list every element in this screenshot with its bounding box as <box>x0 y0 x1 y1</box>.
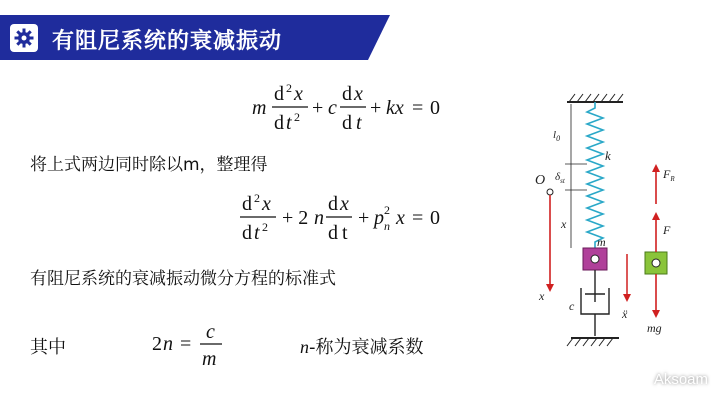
svg-text:2: 2 <box>254 191 260 205</box>
label-delta: δ <box>555 171 561 183</box>
standard-form-text: 有阻尼系统的衰减振动微分方程的标准式 <box>30 269 336 289</box>
svg-text:2: 2 <box>384 203 390 217</box>
svg-text:d: d <box>242 193 252 215</box>
svg-text:l0 <box>553 129 560 143</box>
label-m: m <box>597 235 606 249</box>
label-FR-sub: R <box>670 175 675 183</box>
svg-text:c: c <box>328 97 337 119</box>
label-FR: F <box>663 167 671 181</box>
label-x-axis: x <box>539 289 545 303</box>
svg-text:n: n <box>314 207 324 229</box>
n-var: n <box>300 337 309 357</box>
damped-system-diagram <box>525 88 705 353</box>
equation-2n <box>150 318 240 374</box>
label-l0: l <box>553 129 557 141</box>
instruction-text: 将上式两边同时除以m，整理得 <box>30 155 268 175</box>
svg-text:d: d <box>328 193 338 215</box>
svg-text:x: x <box>262 193 271 215</box>
svg-text:=: = <box>412 97 424 119</box>
svg-text:+: + <box>312 97 324 119</box>
svg-text:2: 2 <box>262 220 268 234</box>
svg-text:+ 2: + 2 <box>282 207 309 229</box>
svg-text:d: d <box>274 112 284 134</box>
svg-text:kx: kx <box>386 97 404 119</box>
label-k: k <box>605 148 611 163</box>
svg-text:x: x <box>396 207 405 229</box>
label-delta-sub: st <box>560 177 565 185</box>
label-x-side: x <box>561 217 567 231</box>
svg-text:=: = <box>180 333 192 355</box>
label-F: F <box>663 223 671 237</box>
title-bar <box>0 15 368 60</box>
svg-text:0: 0 <box>430 97 440 119</box>
svg-text:d: d <box>342 112 352 134</box>
label-l0-sub: 0 <box>556 134 561 143</box>
svg-text:FR <box>662 167 675 183</box>
svg-text:2: 2 <box>286 81 292 95</box>
svg-text:x: x <box>354 83 363 105</box>
n-desc-text: -称为衰减系数 <box>309 337 424 358</box>
svg-text:t: t <box>342 222 348 244</box>
gear-icon <box>10 24 38 52</box>
svg-text:n: n <box>163 333 173 355</box>
svg-text:d: d <box>242 222 252 244</box>
wechat-icon <box>630 369 648 389</box>
svg-text:d: d <box>328 222 338 244</box>
svg-text:n: n <box>384 219 390 233</box>
svg-text:p: p <box>374 207 384 229</box>
label-c: c <box>569 299 575 313</box>
spring <box>587 102 603 248</box>
svg-text:+: + <box>358 207 370 229</box>
svg-text:c: c <box>206 321 215 343</box>
svg-text:m: m <box>252 97 267 119</box>
n-description <box>300 333 424 359</box>
svg-text:t: t <box>254 222 260 244</box>
watermark-text: Aksoam <box>653 370 708 388</box>
watermark <box>630 369 708 389</box>
svg-text:x: x <box>294 83 303 105</box>
title-accent <box>368 15 390 60</box>
svg-text:d: d <box>274 83 284 105</box>
svg-text:2: 2 <box>294 110 300 124</box>
svg-text:t: t <box>356 112 362 134</box>
svg-text:x: x <box>340 193 349 215</box>
label-O: O <box>535 173 546 188</box>
page-title: 有阻尼系统的衰减振动 <box>52 29 283 54</box>
equation-motion <box>250 78 480 140</box>
equation-standard <box>240 188 480 252</box>
svg-text:+: + <box>370 97 382 119</box>
svg-text:=: = <box>412 207 424 229</box>
svg-text:m: m <box>202 348 217 370</box>
label-xddot: ẍ <box>622 307 628 321</box>
svg-text:t: t <box>286 112 292 134</box>
svg-text:0: 0 <box>430 207 440 229</box>
svg-text:2: 2 <box>152 333 162 355</box>
qizhong-label: 其中 <box>30 337 66 358</box>
label-mg: mg <box>647 321 662 335</box>
svg-text:d: d <box>342 83 352 105</box>
svg-text:δst <box>555 171 566 185</box>
